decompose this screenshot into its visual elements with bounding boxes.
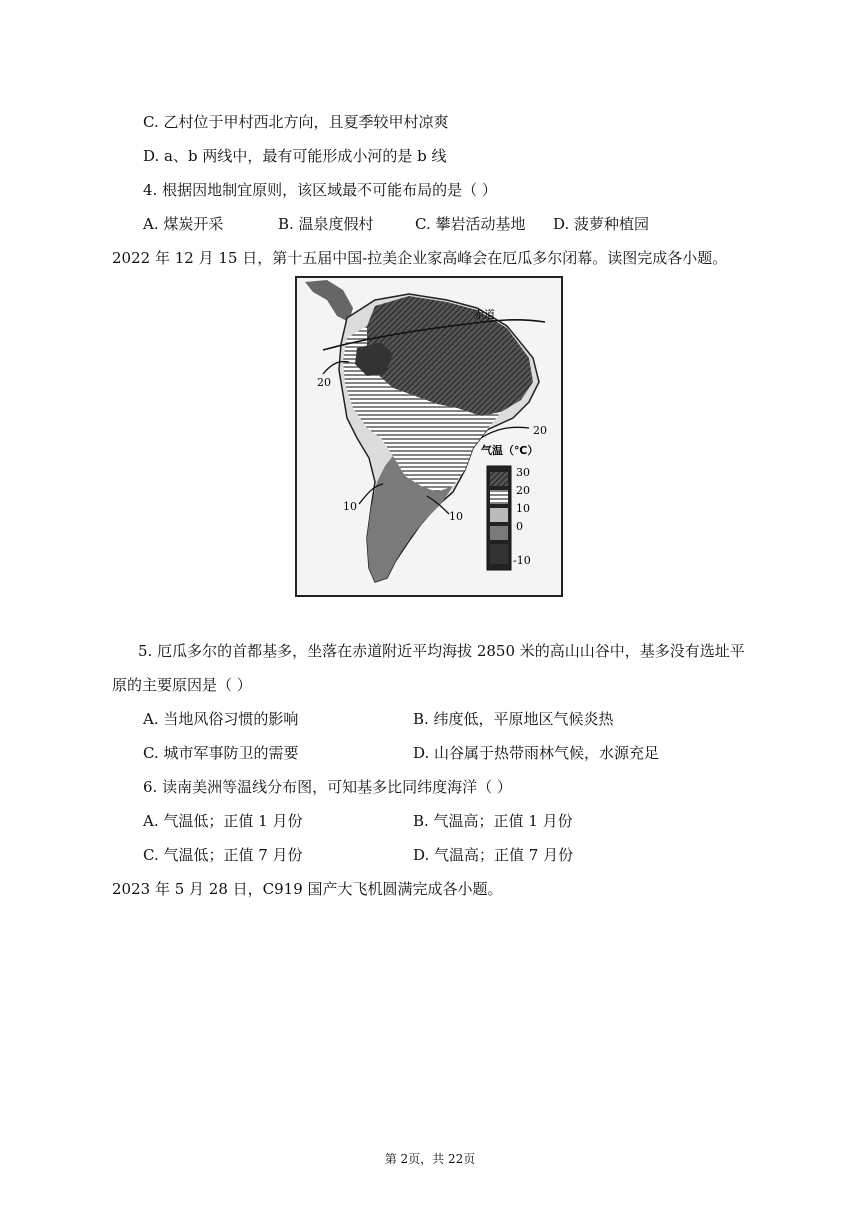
south-america-isotherm-map	[295, 276, 563, 597]
q5-option-a: A. 当地风俗习惯的影响	[143, 710, 299, 728]
q5-stem-line1: 5. 厄瓜多尔的首都基多，坐落在赤道附近平均海拔 2850 米的高山山谷中，基多没有选址平	[138, 642, 745, 660]
legend-swatch-10	[490, 508, 508, 522]
legend-swatch-20	[490, 490, 508, 504]
page-footer: 第 2页，共 22页	[384, 1152, 476, 1166]
q6-option-b: B. 气温高；正值 1 月份	[413, 812, 573, 830]
section-intro-ecuador: 2022 年 12 月 15 日，第十五届中国-拉美企业家高峰会在厄瓜多尔闭幕。读图完成各小题。	[112, 249, 728, 267]
q4-option-a: A. 煤炭开采	[143, 215, 224, 233]
legend-value-minus10: -10	[513, 554, 531, 567]
legend-value-30: 30	[516, 466, 530, 479]
legend-value-20: 20	[516, 484, 530, 497]
legend-swatch-30	[490, 472, 508, 486]
legend-swatch-0	[490, 526, 508, 540]
q6-option-d: D. 气温高；正值 7 月份	[413, 846, 574, 864]
q5-option-c: C. 城市军事防卫的需要	[143, 744, 299, 762]
q4-options	[143, 214, 783, 234]
central-america-landmass	[305, 280, 353, 322]
q3-option-c: C. 乙村位于甲村西北方向，且夏季较甲村凉爽	[143, 113, 449, 131]
q6-option-a: A. 气温低；正值 1 月份	[143, 812, 303, 830]
equator-label: 赤道	[473, 308, 495, 321]
legend-title: 气温（℃）	[481, 444, 539, 457]
legend-swatch-minus10	[490, 544, 508, 564]
q4-option-d: D. 菠萝种植园	[553, 215, 650, 233]
q5-options	[143, 709, 783, 763]
isotherm-20-west-label: 20	[317, 376, 331, 389]
q5-option-b: B. 纬度低，平原地区气候炎热	[413, 710, 614, 728]
map-graphic	[297, 278, 561, 595]
isotherm-10-east-label: 10	[449, 510, 463, 523]
legend-value-0: 0	[516, 520, 523, 533]
q6-stem: 6. 读南美洲等温线分布图，可知基多比同纬度海洋（ ）	[143, 778, 512, 796]
legend-value-10: 10	[516, 502, 530, 515]
q4-stem: 4. 根据因地制宜原则，该区域最不可能布局的是（ ）	[143, 181, 497, 199]
q6-option-c: C. 气温低；正值 7 月份	[143, 846, 303, 864]
q5-option-d: D. 山谷属于热带雨林气候，水源充足	[413, 744, 660, 762]
q4-option-b: B. 温泉度假村	[278, 215, 374, 233]
q4-option-c: C. 攀岩活动基地	[415, 215, 526, 233]
q5-stem-line2: 原的主要原因是（ ）	[112, 676, 252, 694]
q3-option-d: D. a、b 两线中，最有可能形成小河的是 b 线	[143, 147, 447, 165]
q6-options	[143, 811, 783, 865]
isotherm-10-west-label: 10	[343, 500, 357, 513]
isotherm-20-east-label: 20	[533, 424, 547, 437]
section-intro-c919: 2023 年 5 月 28 日，C919 国产大飞机圆满完成各小题。	[112, 880, 503, 898]
